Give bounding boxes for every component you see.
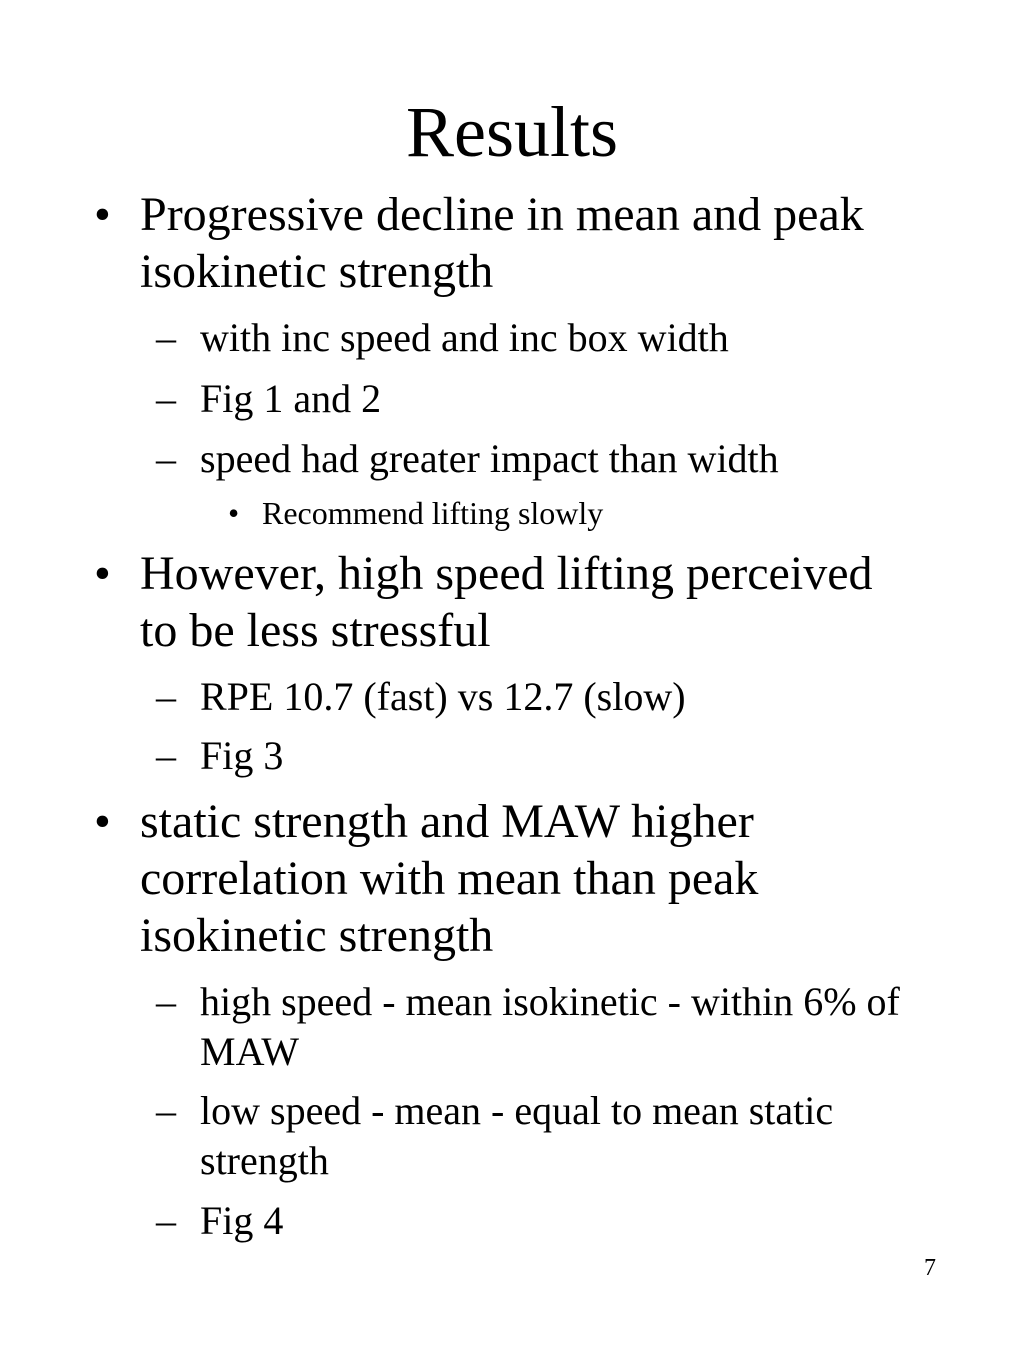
bullet-text: However, high speed lifting perceived to be less stressful (140, 547, 873, 657)
dash-marker: – (156, 733, 176, 778)
bullet-marker: • (94, 795, 111, 848)
sub-bullet-item (156, 731, 940, 781)
sub-bullet-text: high speed - mean isokinetic - within 6% of MAW (200, 979, 900, 1074)
bullet-marker: • (228, 495, 240, 531)
bullet-item (94, 186, 900, 300)
sub-bullet-text: low speed - mean - equal to mean static strength (200, 1088, 834, 1183)
sub-bullet-text: Fig 3 (200, 733, 284, 778)
sub-bullet-text: Fig 1 and 2 (200, 376, 382, 421)
sub-bullet-text: with inc speed and inc box width (200, 315, 729, 360)
sub-bullet-text: Fig 4 (200, 1198, 284, 1243)
sub-sub-bullet-text: Recommend lifting slowly (262, 495, 604, 531)
page-number: 7 (924, 1255, 936, 1281)
dash-marker: – (156, 315, 176, 360)
dash-marker: – (156, 1198, 176, 1243)
sub-bullet-item (156, 1196, 940, 1246)
sub-bullet-item (156, 672, 940, 722)
sub-sub-bullet-item (228, 493, 962, 533)
sub-bullet-item (156, 313, 940, 363)
sub-bullet-item (156, 374, 940, 424)
dash-marker: – (156, 376, 176, 421)
dash-marker: – (156, 979, 176, 1024)
bullet-marker: • (94, 188, 111, 241)
dash-marker: – (156, 1088, 176, 1133)
slide-title: Results (405, 92, 619, 172)
bullet-marker: • (94, 547, 111, 600)
sub-bullet-text: RPE 10.7 (fast) vs 12.7 (slow) (200, 674, 686, 719)
sub-bullet-item (156, 977, 940, 1077)
bullet-text: Progressive decline in mean and peak isokinetic strength (140, 188, 864, 298)
sub-bullet-item (156, 1086, 940, 1186)
dash-marker: – (156, 674, 176, 719)
sub-bullet-text: speed had greater impact than width (200, 436, 779, 481)
bullet-item (94, 545, 900, 659)
bullet-item (94, 793, 900, 964)
sub-bullet-item (156, 434, 940, 484)
bullet-text: static strength and MAW higher correlation with mean than peak isokinetic strength (140, 795, 759, 962)
dash-marker: – (156, 436, 176, 481)
